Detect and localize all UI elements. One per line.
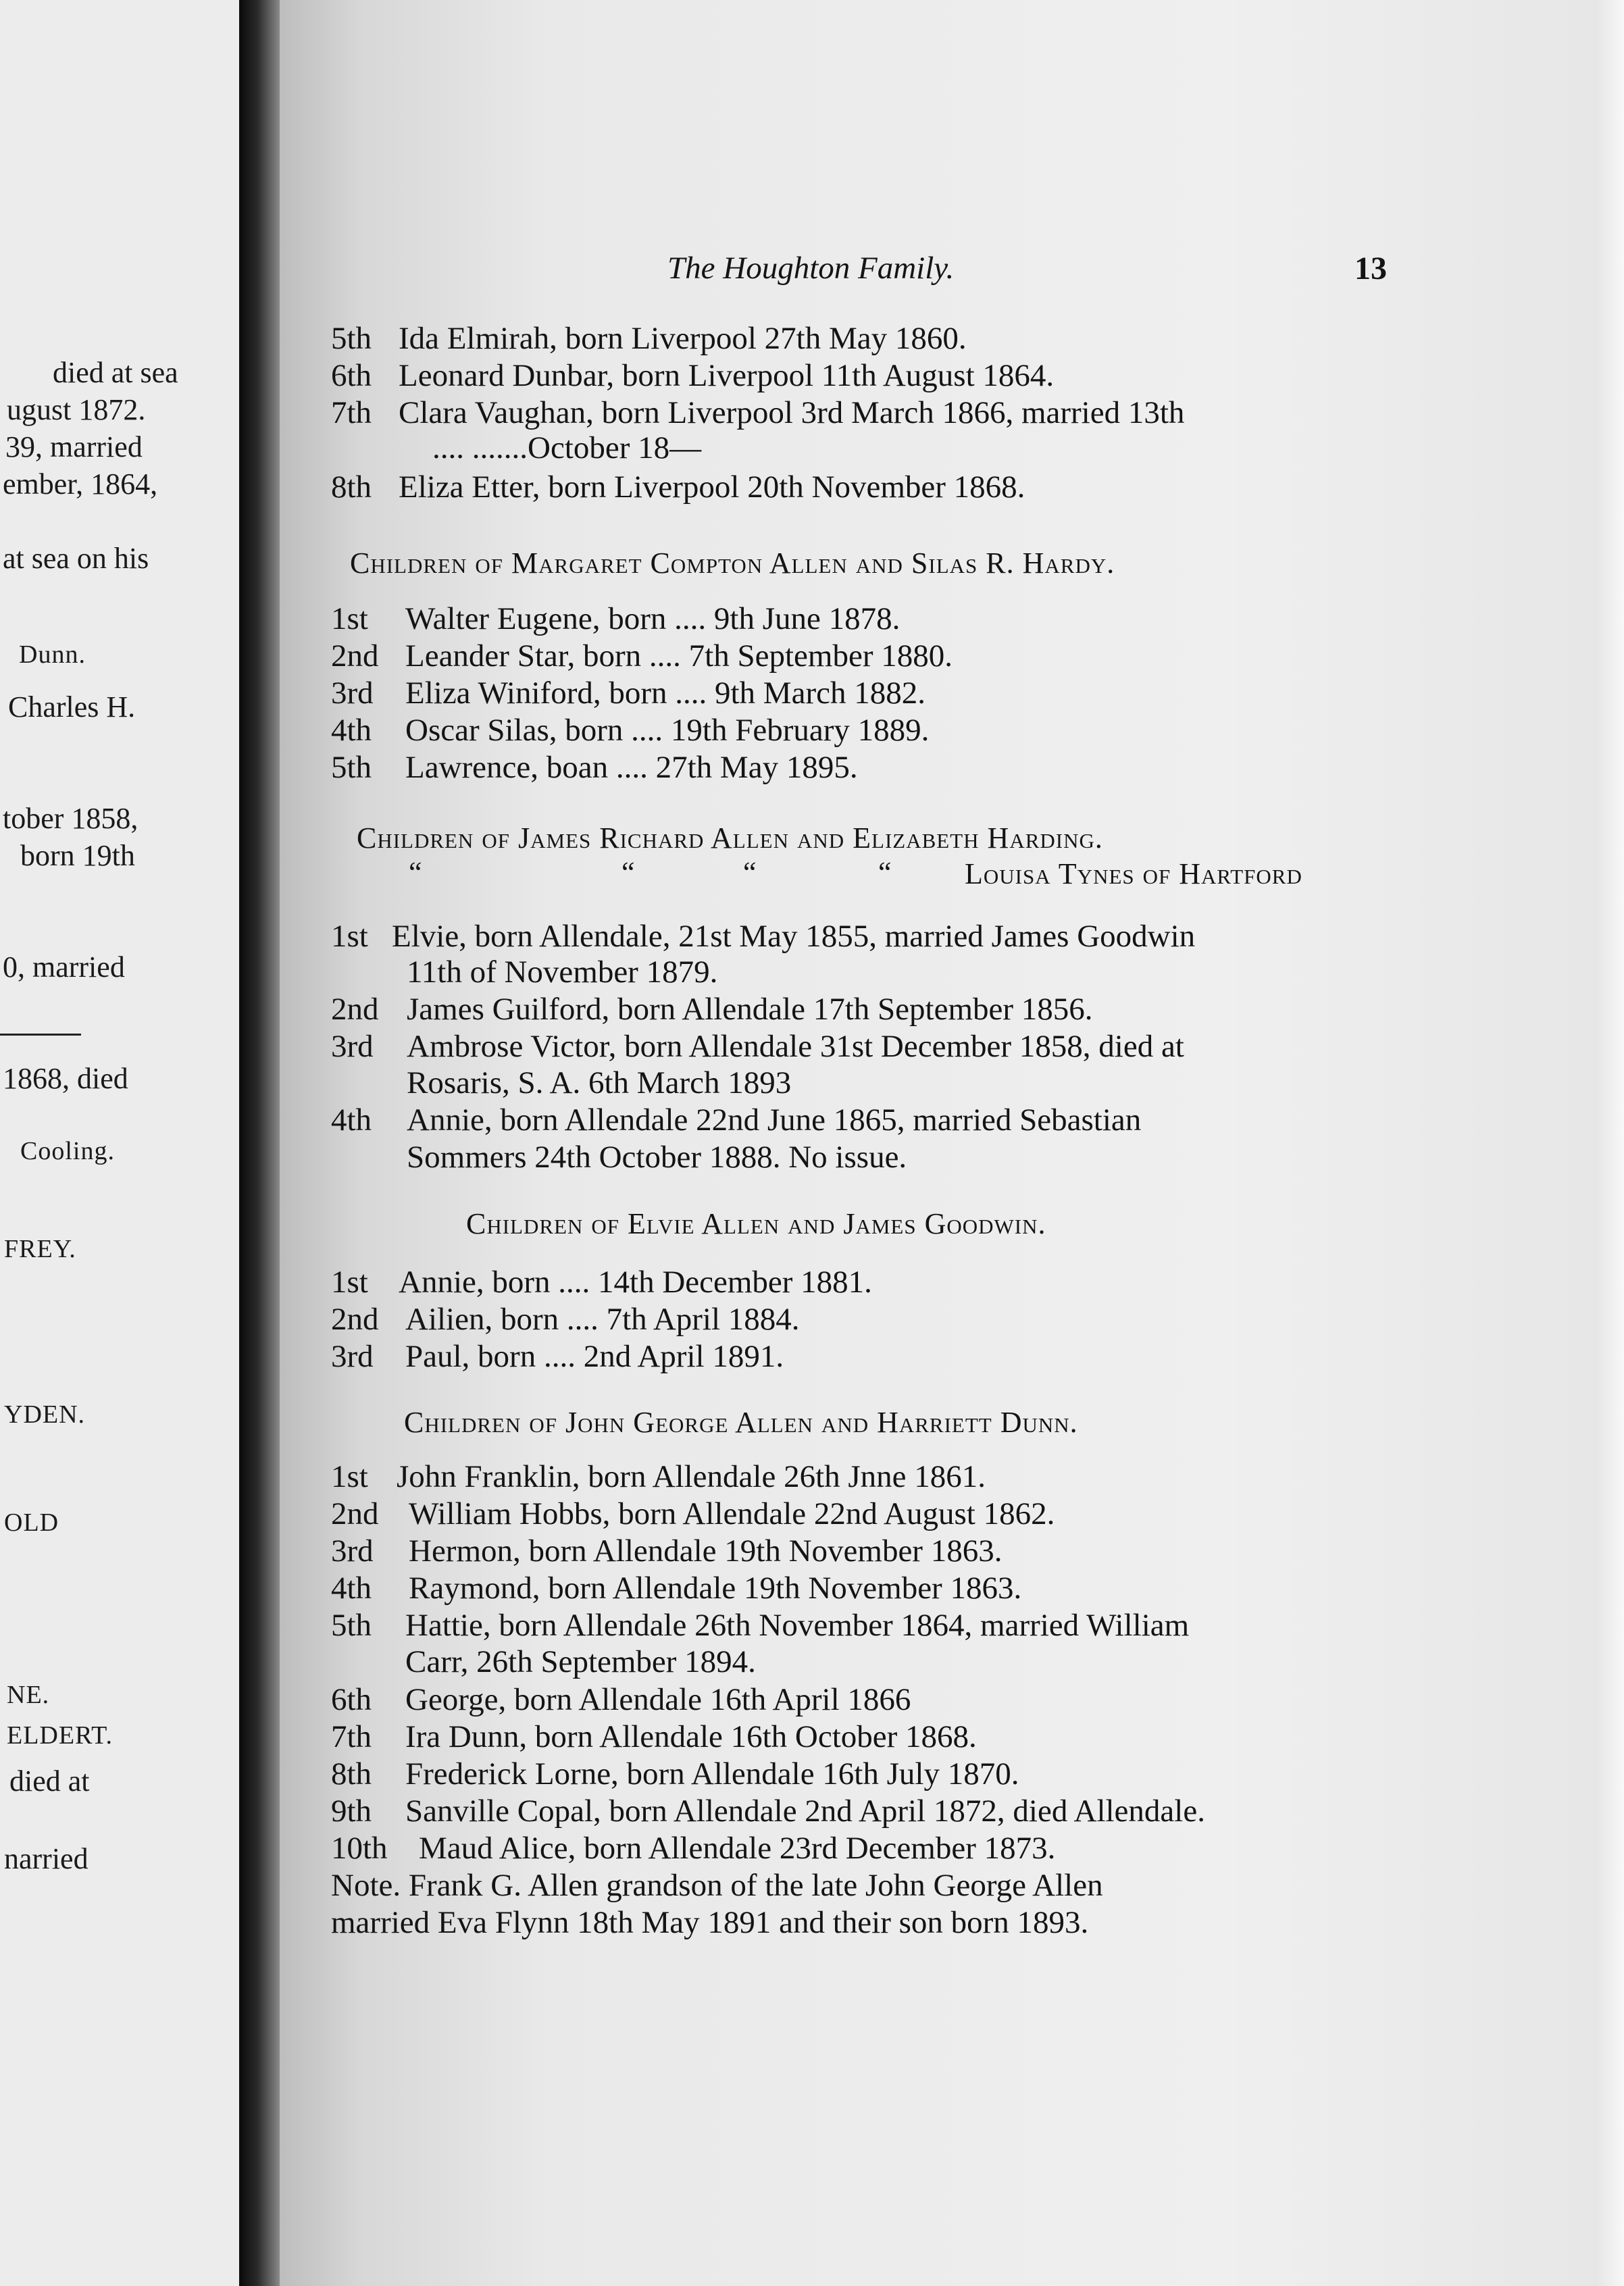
entry-text: 11th of November 1879. <box>407 955 718 990</box>
entry-ordinal: 1st <box>331 919 368 954</box>
entry-text: Ira Dunn, born Allendale 16th October 1868. <box>405 1719 977 1754</box>
entry-ordinal: 5th <box>331 750 372 785</box>
entry-text: Hermon, born Allendale 19th November 1863. <box>409 1533 1003 1569</box>
entry-text: George, born Allendale 16th April 1866 <box>405 1682 911 1717</box>
left-fragment: OLD <box>4 1508 59 1537</box>
running-title: The Houghton Family. <box>667 251 955 286</box>
entry-ordinal: 2nd <box>331 1302 379 1337</box>
left-page-fragment <box>0 0 239 2286</box>
left-fragment: tober 1858, <box>3 802 138 835</box>
entry-text: Eliza Etter, born Liverpool 20th November 1868. <box>399 469 1025 505</box>
section-heading: Children of James Richard Allen and Elizabeth Harding. <box>357 821 1103 855</box>
left-fragment: at sea on his <box>3 542 149 575</box>
left-fragment: 0, married <box>3 950 125 984</box>
entry-ordinal: 4th <box>331 1102 372 1138</box>
entry-ordinal: 5th <box>331 321 372 356</box>
entry-text: Leander Star, born .... 7th September 1880. <box>405 638 953 674</box>
ditto-mark: “ <box>621 856 635 889</box>
entry-text: Clara Vaughan, born Liverpool 3rd March 1866, married 13th <box>399 395 1185 430</box>
left-fragment: NE. <box>7 1681 50 1709</box>
entry-ordinal: 6th <box>331 1682 372 1717</box>
entry-text: Leonard Dunbar, born Liverpool 11th August 1864. <box>399 358 1055 393</box>
left-fragment: ELDERT. <box>7 1721 113 1750</box>
entry-text: Hattie, born Allendale 26th November 1864, married William <box>405 1608 1190 1643</box>
entry-text: Ambrose Victor, born Allendale 31st December 1858, died at <box>407 1029 1184 1064</box>
note-line: Note. Frank G. Allen grandson of the late John George Allen <box>331 1868 1103 1903</box>
entry-text: Eliza Winiford, born .... 9th March 1882. <box>405 676 925 711</box>
entry-ordinal: 3rd <box>331 676 374 711</box>
ditto-mark: “ <box>409 856 422 889</box>
section-heading: Children of Margaret Compton Allen and Silas R. Hardy. <box>350 547 1115 580</box>
book-gutter <box>239 0 280 2286</box>
entry-ordinal: 3rd <box>331 1029 374 1064</box>
left-fragment: died at sea <box>53 356 178 389</box>
entry-text: Walter Eugene, born .... 9th June 1878. <box>405 601 900 636</box>
entry-ordinal: 2nd <box>331 992 379 1027</box>
left-fragment: ember, 1864, <box>3 467 158 501</box>
entry-text: Oscar Silas, born .... 19th February 1889. <box>405 713 930 748</box>
left-fragment: narried <box>4 1842 88 1875</box>
entry-text: Frederick Lorne, born Allendale 16th July 1870. <box>405 1756 1019 1792</box>
entry-text: Paul, born .... 2nd April 1891. <box>405 1339 784 1374</box>
entry-ordinal: 2nd <box>331 638 379 674</box>
entry-ordinal: 8th <box>331 469 372 505</box>
entry-text: Annie, born .... 14th December 1881. <box>399 1265 872 1300</box>
entry-ordinal: 10th <box>331 1831 388 1866</box>
entry-text: Ailien, born .... 7th April 1884. <box>405 1302 800 1337</box>
entry-text: Sanville Copal, born Allendale 2nd April 1872, died Allendale. <box>405 1794 1205 1829</box>
section-subheading: Louisa Tynes of Hartford <box>965 857 1302 890</box>
entry-ordinal: 4th <box>331 713 372 748</box>
entry-text: Sommers 24th October 1888. No issue. <box>407 1140 907 1175</box>
entry-text: Raymond, born Allendale 19th November 1863. <box>409 1571 1022 1606</box>
section-heading: Children of John George Allen and Harriett Dunn. <box>404 1406 1078 1439</box>
entry-text: Rosaris, S. A. 6th March 1893 <box>407 1065 792 1100</box>
entry-text: .... .......October 18— <box>432 430 702 465</box>
entry-text: John Franklin, born Allendale 26th Jnne 1861. <box>397 1459 986 1494</box>
entry-text: Annie, born Allendale 22nd June 1865, married Sebastian <box>407 1102 1142 1138</box>
page-number: 13 <box>1354 251 1387 286</box>
entry-ordinal: 4th <box>331 1571 372 1606</box>
entry-text: Lawrence, boan .... 27th May 1895. <box>405 750 858 785</box>
left-fragment: Charles H. <box>8 690 136 723</box>
entry-ordinal: 7th <box>331 1719 372 1754</box>
entry-ordinal: 5th <box>331 1608 372 1643</box>
left-fragment: died at <box>9 1764 90 1798</box>
entry-text: William Hobbs, born Allendale 22nd August 1862. <box>409 1496 1055 1531</box>
left-fragment: 1868, died <box>3 1062 128 1095</box>
left-fragment: born 19th <box>20 839 135 872</box>
ditto-mark: “ <box>878 856 892 889</box>
left-fragment: ugust 1872. <box>7 393 146 426</box>
entry-ordinal: 3rd <box>331 1339 374 1374</box>
ditto-mark: “ <box>743 856 757 889</box>
entry-text: Carr, 26th September 1894. <box>405 1644 756 1679</box>
left-divider <box>0 1034 81 1036</box>
left-fragment: Dunn. <box>19 640 86 669</box>
entry-ordinal: 9th <box>331 1794 372 1829</box>
entry-text: Ida Elmirah, born Liverpool 27th May 1860. <box>399 321 967 356</box>
entry-ordinal: 2nd <box>331 1496 379 1531</box>
left-fragment: Cooling. <box>20 1137 115 1165</box>
entry-text: James Guilford, born Allendale 17th September 1856. <box>407 992 1093 1027</box>
entry-ordinal: 6th <box>331 358 372 393</box>
entry-ordinal: 1st <box>331 601 368 636</box>
entry-text: Elvie, born Allendale, 21st May 1855, married James Goodwin <box>392 919 1196 954</box>
left-fragment: FREY. <box>4 1235 76 1263</box>
section-heading: Children of Elvie Allen and James Goodwin. <box>466 1207 1046 1240</box>
note-line: married Eva Flynn 18th May 1891 and their son born 1893. <box>331 1905 1089 1940</box>
page-edge <box>1597 0 1624 2286</box>
left-fragment: 39, married <box>5 430 143 463</box>
entry-ordinal: 7th <box>331 395 372 430</box>
entry-ordinal: 3rd <box>331 1533 374 1569</box>
entry-ordinal: 1st <box>331 1265 368 1300</box>
entry-ordinal: 8th <box>331 1756 372 1792</box>
left-fragment: YDEN. <box>4 1400 86 1429</box>
entry-ordinal: 1st <box>331 1459 368 1494</box>
entry-text: Maud Alice, born Allendale 23rd December 1873. <box>419 1831 1056 1866</box>
